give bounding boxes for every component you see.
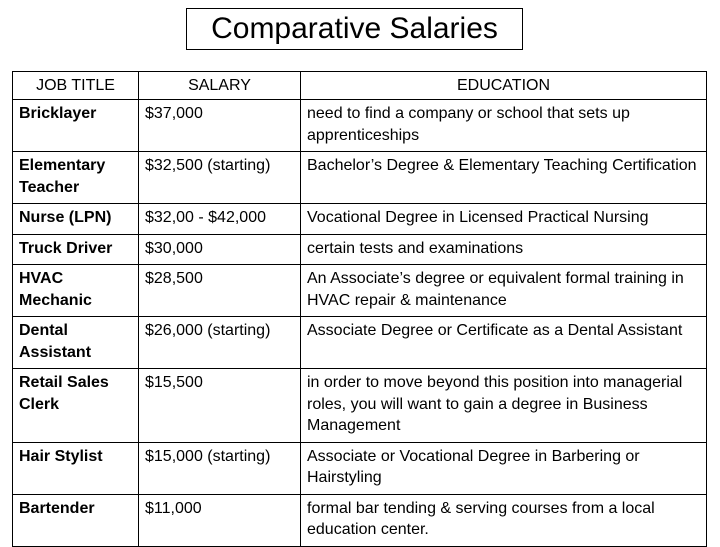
job-title-cell: Bartender	[13, 494, 139, 546]
table-row	[13, 204, 707, 235]
job-title-cell: Dental Assistant	[13, 317, 139, 369]
table-header-row	[13, 72, 707, 100]
table-row	[13, 369, 707, 443]
column-header-job-title: JOB TITLE	[13, 72, 139, 100]
salary-cell: $37,000	[139, 100, 301, 152]
education-cell: An Associate’s degree or equivalent formal training in HVAC repair & maintenance	[301, 265, 707, 317]
job-title-cell: Bricklayer	[13, 100, 139, 152]
column-header-education: EDUCATION	[301, 72, 707, 100]
education-cell: in order to move beyond this position into managerial roles, you will want to gain a degree in Business Management	[301, 369, 707, 443]
education-cell: formal bar tending & serving courses from a local education center.	[301, 494, 707, 546]
table-row	[13, 100, 707, 152]
education-cell: Associate Degree or Certificate as a Dental Assistant	[301, 317, 707, 369]
page-title: Comparative Salaries	[186, 8, 523, 50]
column-header-salary: SALARY	[139, 72, 301, 100]
salary-cell: $26,000 (starting)	[139, 317, 301, 369]
job-title-cell: Nurse (LPN)	[13, 204, 139, 235]
job-title-cell: Elementary Teacher	[13, 152, 139, 204]
salary-cell: $32,500 (starting)	[139, 152, 301, 204]
education-cell: Bachelor’s Degree & Elementary Teaching Certification	[301, 152, 707, 204]
table-row	[13, 234, 707, 265]
salary-cell: $11,000	[139, 494, 301, 546]
salary-cell: $15,500	[139, 369, 301, 443]
salary-cell: $30,000	[139, 234, 301, 265]
education-cell: certain tests and examinations	[301, 234, 707, 265]
salary-cell: $15,000 (starting)	[139, 442, 301, 494]
table-row	[13, 494, 707, 546]
education-cell: need to find a company or school that sets up apprenticeships	[301, 100, 707, 152]
job-title-cell: Hair Stylist	[13, 442, 139, 494]
job-title-cell: Retail Sales Clerk	[13, 369, 139, 443]
table-row	[13, 317, 707, 369]
education-cell: Associate or Vocational Degree in Barbering or Hairstyling	[301, 442, 707, 494]
table-row	[13, 152, 707, 204]
job-title-cell: Truck Driver	[13, 234, 139, 265]
salary-cell: $32,00 - $42,000	[139, 204, 301, 235]
salary-table	[12, 71, 707, 547]
education-cell: Vocational Degree in Licensed Practical Nursing	[301, 204, 707, 235]
table-row	[13, 442, 707, 494]
job-title-cell: HVAC Mechanic	[13, 265, 139, 317]
salary-cell: $28,500	[139, 265, 301, 317]
table-row	[13, 265, 707, 317]
